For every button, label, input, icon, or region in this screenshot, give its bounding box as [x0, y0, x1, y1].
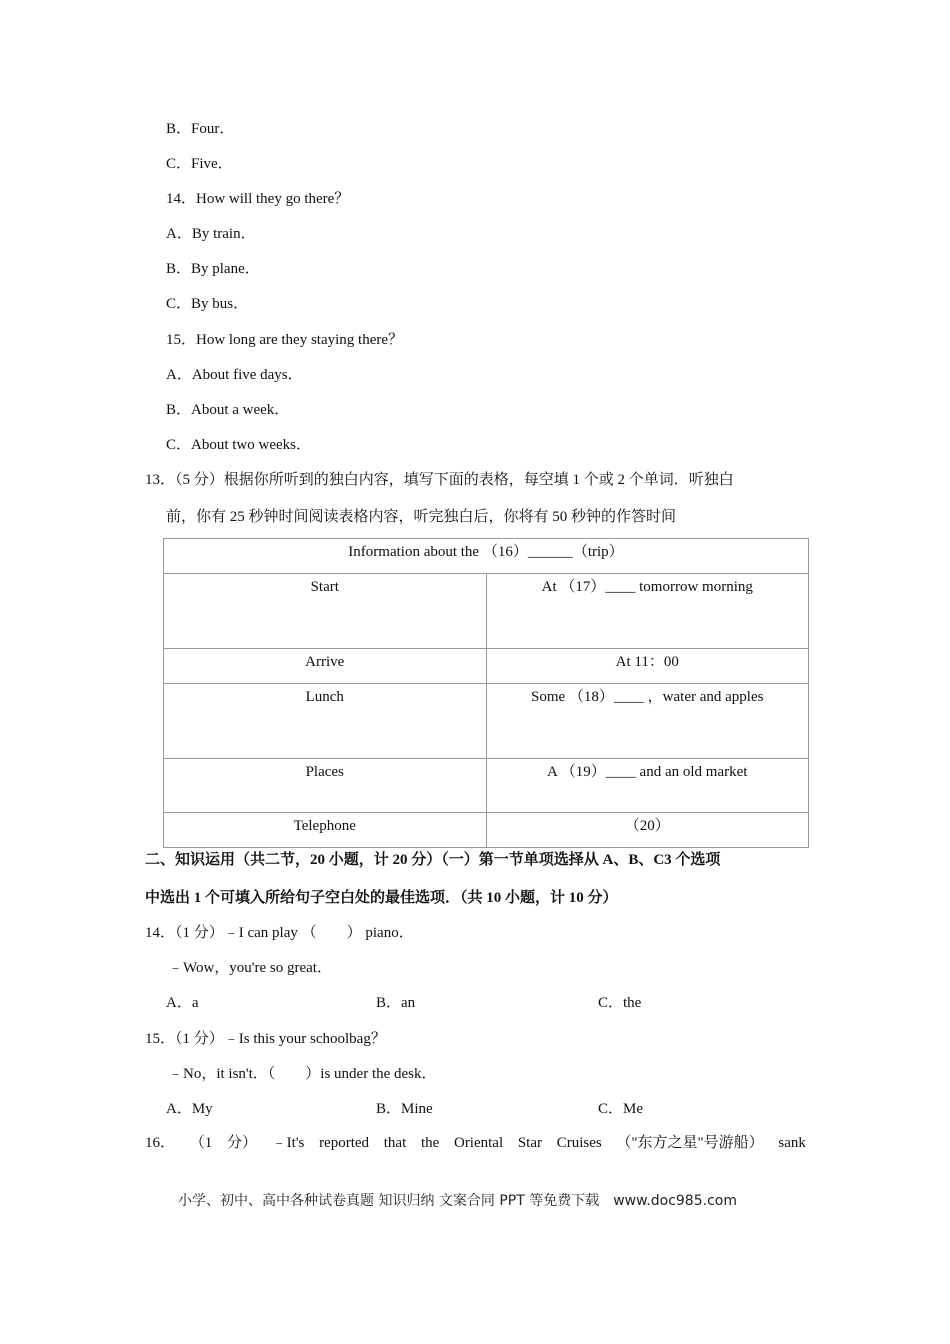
table-value-start: At （17）____ tomorrow morning [486, 574, 809, 649]
mc-15-option-a: A．My [166, 1101, 213, 1117]
mc-15-stem: 15．（1 分）﹣Is this your schoolbag？ [145, 1031, 386, 1047]
question-14-option-a: A．By train． [166, 226, 256, 242]
word: （1 [189, 1135, 213, 1151]
page-footer: 小学、初中、高中各种试卷真题 知识归纳 文案合同 PPT 等免费下载 www.doc985.com [178, 1193, 737, 1209]
table-label-start: Start [164, 574, 487, 649]
table-label-places: Places [164, 759, 487, 813]
question-13-option-c: C．Five． [166, 156, 233, 172]
mc-15-option-c: C．Me [598, 1101, 644, 1117]
word: sank [778, 1135, 806, 1151]
question-15-option-a: A．About five days． [166, 367, 303, 383]
word: reported [319, 1135, 370, 1151]
question-14-option-c: C．By bus． [166, 296, 249, 312]
mc-14-option-c: C．the [598, 995, 642, 1011]
question-13-option-b: B．Four． [166, 121, 235, 137]
question-15-option-b: B．About a week． [166, 402, 290, 418]
table-header-row [164, 539, 809, 574]
question-14-stem: 14．How will they go there？ [166, 191, 350, 207]
table-row [164, 649, 809, 684]
word: 分） [226, 1135, 257, 1151]
section-13-instructions-line1: 13．（5 分）根据你所听到的独白内容，填写下面的表格，每空填 1 个或 2 个单词．听独白 [145, 472, 734, 488]
mc-16-stem [145, 1133, 806, 1153]
part-2-heading-line2: 中选出 1 个可填入所给句子空白处的最佳选项．（共 10 小题，计 10 分） [145, 890, 618, 906]
question-15-option-c: C．About two weeks． [166, 437, 311, 453]
part-2-heading-line1: 二、知识运用（共二节，20 小题，计 20 分）（一）第一节单项选择从 A、B、C3 个选项 [145, 852, 721, 868]
word: （"东方之星"号游船） [616, 1135, 764, 1151]
word: 16． [145, 1135, 176, 1151]
table-value-arrive: At 11：00 [486, 649, 809, 684]
mc-15-reply: ﹣No，it isn't．（ ）is under the desk． [168, 1066, 437, 1082]
table-label-telephone: Telephone [164, 813, 487, 848]
table-value-telephone: （20） [486, 813, 809, 848]
word: Cruises [556, 1135, 602, 1151]
word: the [420, 1135, 440, 1151]
mc-14-option-b: B．an [376, 995, 416, 1011]
word: Star [517, 1135, 543, 1151]
word: that [383, 1135, 407, 1151]
information-table [163, 538, 809, 848]
table-value-lunch: Some （18）____ ，water and apples [486, 684, 809, 759]
table-row [164, 759, 809, 813]
mc-15-option-b: B．Mine [376, 1101, 433, 1117]
mc-14-stem: 14．（1 分）﹣I can play （ ） piano． [145, 925, 414, 941]
table-header-cell: Information about the （16）______（trip） [164, 539, 809, 574]
table-label-lunch: Lunch [164, 684, 487, 759]
question-14-option-b: B．By plane． [166, 261, 260, 277]
mc-14-option-a: A．a [166, 995, 199, 1011]
word: ﹣It's [271, 1135, 305, 1151]
word: Oriental [453, 1135, 504, 1151]
question-15-stem: 15．How long are they staying there？ [166, 332, 404, 348]
table-row [164, 813, 809, 848]
table-row [164, 574, 809, 649]
table-value-places: A （19）____ and an old market [486, 759, 809, 813]
section-13-instructions-line2: 前，你有 25 秒钟时间阅读表格内容，听完独白后，你将有 50 秒钟的作答时间 [166, 509, 677, 525]
mc-14-reply: ﹣Wow，you're so great． [168, 960, 332, 976]
table-row [164, 684, 809, 759]
table-label-arrive: Arrive [164, 649, 487, 684]
